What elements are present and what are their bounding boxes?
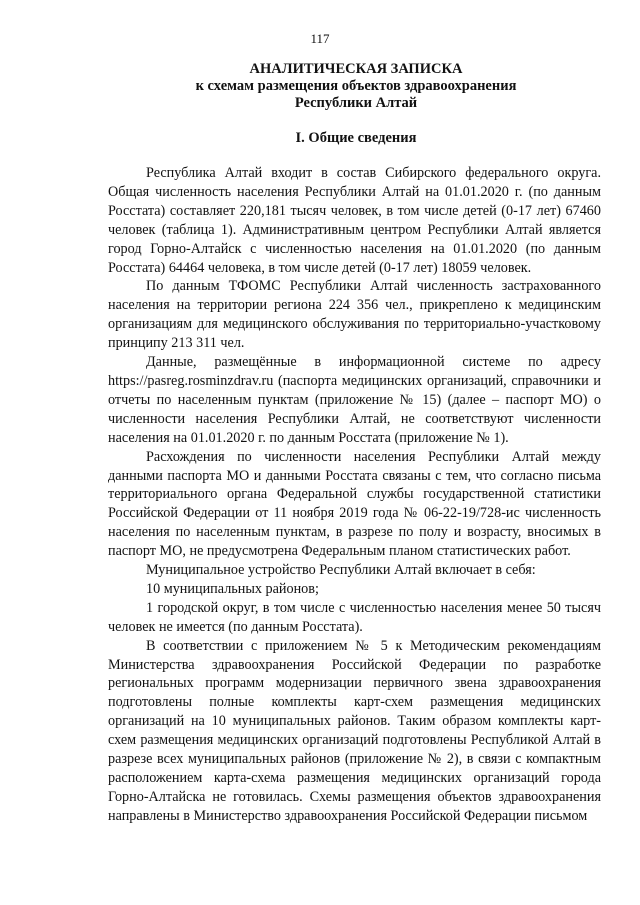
title-line-2: к схемам размещения объектов здравоохранения [195,78,517,94]
document-title [108,61,604,112]
paragraph-6: 10 муниципальных районов; [146,580,319,597]
paragraph-3: Данные, размещённые в информационной системе по адресу https://pasreg.rosminzdrav.ru (паспорта медицинских организаций, справочники и отчеты по населенным пунктам (приложение № 15) (далее – паспорт МО) о численности населения Республики Алтай, не соответствуют численности населения на 01.01.2020 г. по данным Росстата (приложение № 1). [108,354,601,446]
title-line-1: АНАЛИТИЧЕСКАЯ ЗАПИСКА [249,61,463,77]
title-line-3: Республики Алтай [294,95,418,111]
body-text [108,164,601,826]
paragraph-1: Республика Алтай входит в состав Сибирского федерального округа. Общая численность населения Республики Алтай на 01.01.2020 г. (по данным Росстата) составляет 220,181 тысяч человек, в том числе детей (0-17 лет) 67460 человек (таблица 1). Административным центром Республики Алтай является город Горно-Алтайск с численностью населения на 01.01.2020 (по данным Росстата) 64464 человека, в том числе детей (0-17 лет) 18059 человек. [108,165,601,276]
paragraph-2: По данным ТФОМС Республики Алтай численность застрахованного населения на территории региона 224 356 чел., прикреплено к медицинским организациям для медицинского обслуживания по территориально-участковому принципу 213 311 чел. [108,278,601,352]
paragraph-5: Муниципальное устройство Республики Алтай включает в себя: [146,562,536,579]
page-number: 117 [310,31,330,46]
section-heading: I. Общие сведения [295,130,417,146]
paragraph-4: Расхождения по численности населения Республики Алтай между данными паспорта МО и данными Росстата связаны с тем, что согласно письма территориального органа Федеральной службы государственной статистики Российской Федерации от 11 ноября 2019 года № 06-22-19/728-ис численность населения по населенным пунктам, в разрезе по полу и возрасту, вносимых в паспорт МО, не предусмотрена Федеральным планом статистических работ. [108,448,601,560]
paragraph-8: В соответствии с приложением № 5 к Методическим рекомендациям Министерства здравоохранения Российской Федерации по разработке региональных программ модернизации первичного звена здравоохранения подготовлены полные комплекты карт-схем размещения медицинских организаций на 10 муниципальных районов. Таким образом комплекты карт-схем размещения медицинских организаций подготовлены Республикой Алтай в разрезе всех муниципальных районов (приложение № 2), в связи с компактным расположением карта-схема размещения медицинских организаций города Горно-Алтайска не готовилась. Схемы размещения объектов здравоохранения направлены в Министерство здравоохранения Российской Федерации письмом [108,637,601,824]
paragraph-7: 1 городской округ, в том числе с численностью населения менее 50 тысяч человек не имеется (по данным Росстата). [108,599,601,635]
